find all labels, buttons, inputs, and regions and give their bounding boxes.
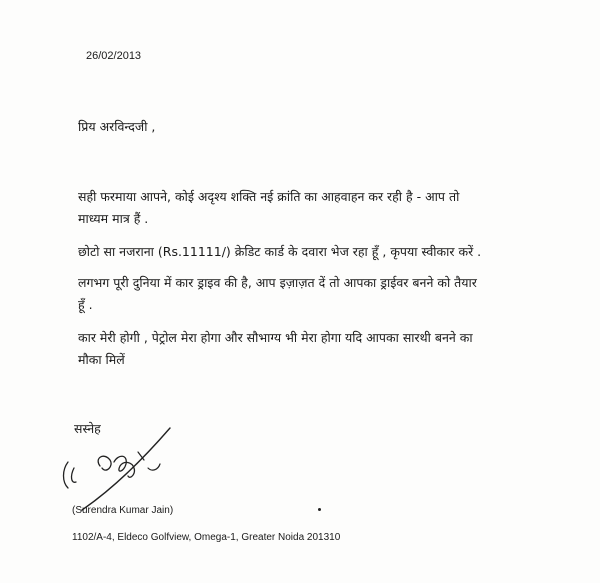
signer-name: (Surendra Kumar Jain) (72, 505, 174, 516)
paragraph-4-line-1: कार मेरी होगी , पेट्रोल मेरा होगा और सौभाग्य भी मेरा होगा यदि आपका सारथी बनने का (78, 330, 473, 345)
letter-date: 26/02/2013 (86, 50, 142, 62)
paragraph-1-line-2: माध्यम मात्र हैं . (78, 211, 149, 226)
paragraph-1-line-1: सही फरमाया आपने, कोई अदृश्य शक्ति नई क्रांति का आहवाहन कर रही है - आप तो (78, 189, 460, 204)
salutation: प्रिय अरविन्दजी , (78, 119, 156, 134)
sender-address: 1102/A-4, Eldeco Golfview, Omega-1, Greater Noida 201310 (72, 532, 341, 543)
paragraph-4-line-2: मौका मिलें (78, 352, 125, 367)
paragraph-2-line-1: छोटो सा नजराना (Rs.11111/) क्रेडिट कार्ड के दवारा भेज रहा हूँ , कृपया स्वीकार करें . (78, 244, 482, 259)
closing-word: सस्नेह (74, 421, 101, 436)
handwritten-signature (44, 418, 224, 518)
ink-dot (318, 508, 321, 511)
paragraph-3-line-1: लगभग पूरी दुनिया में कार ड्राइव की है, आप इज़ाज़त दें तो आपका ड्राईवर बनने को तैयार (78, 275, 477, 290)
paragraph-3-line-2: हूँ . (78, 297, 93, 312)
